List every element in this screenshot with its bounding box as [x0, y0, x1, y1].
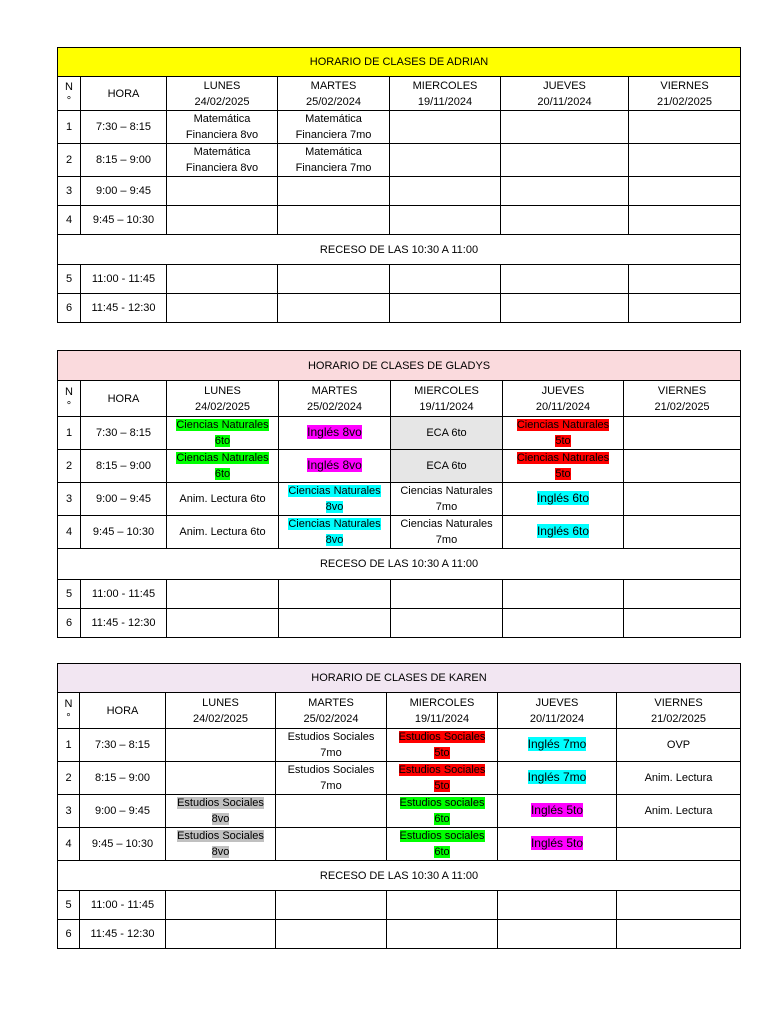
row-number: 5 [58, 265, 81, 294]
schedule-cell-viernes [629, 111, 741, 144]
schedule-cell-martes [278, 206, 390, 235]
schedule-cell-miercoles [390, 144, 501, 177]
schedule-cell-jueves [503, 483, 624, 516]
class-label: Anim. Lectura [644, 805, 713, 817]
row-time: 9:45 – 10:30 [81, 206, 167, 235]
day-header-martes [279, 381, 391, 417]
schedule-cell-lunes [166, 729, 276, 762]
schedule-cell-miercoles [391, 580, 503, 609]
recess-label: RECESO DE LAS 10:30 A 11:00 [58, 549, 741, 580]
table-row [58, 206, 741, 235]
class-label: Inglés 7mo [527, 737, 587, 751]
schedule-cell-viernes [617, 828, 741, 861]
day-header-viernes [629, 77, 741, 111]
row-number: 3 [58, 795, 80, 828]
schedule-table-karen [57, 663, 741, 949]
schedule-cell-lunes [167, 580, 279, 609]
schedule-cell-jueves [501, 206, 629, 235]
class-label: Inglés 7mo [527, 770, 587, 784]
schedule-cell-miercoles [387, 891, 498, 920]
class-label: Anim. Lectura 6to [179, 493, 266, 505]
row-number: 5 [58, 891, 80, 920]
class-label: Inglés 5to [530, 803, 584, 817]
schedule-cell-lunes [167, 417, 279, 450]
row-time: 11:45 - 12:30 [80, 920, 166, 949]
row-number: 4 [58, 828, 80, 861]
row-time: 8:15 – 9:00 [80, 762, 166, 795]
class-label: Estudios Sociales 8vo [177, 797, 264, 825]
schedule-cell-viernes [629, 206, 741, 235]
class-label: Inglés 5to [530, 836, 584, 850]
row-time: 7:30 – 8:15 [81, 417, 167, 450]
schedule-cell-martes [279, 483, 391, 516]
schedule-cell-lunes [167, 144, 278, 177]
class-label: Inglés 6to [536, 491, 590, 505]
schedule-cell-jueves [498, 828, 617, 861]
row-number: 2 [58, 762, 80, 795]
row-time: 9:45 – 10:30 [81, 516, 167, 549]
day-header-lunes [166, 693, 276, 729]
day-header-viernes [624, 381, 741, 417]
class-label: Estudios sociales 6to [399, 797, 485, 825]
schedule-cell-miercoles [387, 828, 498, 861]
schedule-cell-martes [278, 294, 390, 323]
schedule-cell-viernes [617, 762, 741, 795]
schedule-cell-jueves [501, 294, 629, 323]
table-row [58, 265, 741, 294]
number-header [58, 693, 80, 729]
schedule-cell-martes [276, 920, 387, 949]
day-header-lunes [167, 77, 278, 111]
row-number: 4 [58, 206, 81, 235]
day-name: VIERNES [660, 79, 709, 92]
day-date: 21/02/2025 [654, 400, 710, 413]
day-header-martes [276, 693, 387, 729]
schedule-cell-martes [276, 828, 387, 861]
schedule-cell-miercoles [390, 294, 501, 323]
row-time: 9:45 – 10:30 [80, 828, 166, 861]
schedule-cell-martes [276, 795, 387, 828]
number-header-label: N ° [64, 697, 73, 724]
schedule-cell-viernes [624, 580, 741, 609]
table-row [58, 609, 741, 638]
class-label: Anim. Lectura [644, 772, 713, 784]
schedule-cell-viernes [624, 609, 741, 638]
table-row [58, 762, 741, 795]
class-label: Estudios Sociales 5to [398, 731, 486, 759]
class-label: Ciencias Naturales 7mo [400, 485, 493, 513]
row-time: 7:30 – 8:15 [80, 729, 166, 762]
day-name: MARTES [311, 384, 358, 397]
table-row [58, 795, 741, 828]
recess-row [58, 235, 741, 265]
day-date: 19/11/2024 [417, 95, 473, 108]
row-number: 2 [58, 450, 81, 483]
schedule-cell-jueves [498, 891, 617, 920]
schedule-cell-jueves [498, 729, 617, 762]
number-header [58, 77, 81, 111]
class-label: Ciencias Naturales 5to [516, 419, 610, 447]
class-label: Matemática Financiera 8vo [185, 146, 259, 174]
recess-row [58, 861, 741, 891]
number-header-label: N ° [65, 385, 73, 412]
table-row [58, 111, 741, 144]
day-date: 24/02/2025 [192, 712, 249, 725]
schedule-cell-miercoles [387, 795, 498, 828]
class-label: Ciencias Naturales 5to [516, 452, 610, 480]
schedule-cell-lunes [166, 891, 276, 920]
recess-label: RECESO DE LAS 10:30 A 11:00 [58, 235, 741, 265]
schedule-cell-miercoles [390, 265, 501, 294]
schedule-cell-viernes [617, 729, 741, 762]
row-number: 1 [58, 111, 81, 144]
schedule-title: HORARIO DE CLASES DE KAREN [58, 664, 741, 693]
table-row [58, 729, 741, 762]
table-row [58, 828, 741, 861]
class-label: Ciencias Naturales 6to [176, 419, 269, 447]
schedule-cell-viernes [624, 516, 741, 549]
schedule-title: HORARIO DE CLASES DE ADRIAN [58, 48, 741, 77]
row-number: 5 [58, 580, 81, 609]
row-number: 4 [58, 516, 81, 549]
class-label: Ciencias Naturales 7mo [400, 518, 493, 546]
schedule-cell-martes [278, 177, 390, 206]
day-name: VIERNES [657, 384, 707, 397]
day-date: 21/02/2025 [656, 95, 713, 108]
day-name: LUNES [203, 79, 241, 92]
schedule-cell-viernes [624, 483, 741, 516]
row-time: 9:00 – 9:45 [81, 483, 167, 516]
schedule-cell-viernes [629, 177, 741, 206]
row-time: 11:00 - 11:45 [81, 580, 167, 609]
row-time: 9:00 – 9:45 [80, 795, 166, 828]
class-label: Estudios Sociales 7mo [287, 731, 375, 759]
schedule-cell-miercoles [390, 111, 501, 144]
day-name: JUEVES [543, 79, 586, 92]
schedule-cell-viernes [624, 417, 741, 450]
schedule-table-gladys [57, 350, 741, 638]
class-label: Ciencias Naturales 6to [176, 452, 269, 480]
schedule-cell-jueves [501, 265, 629, 294]
class-label: Estudios sociales 6to [399, 830, 485, 858]
schedule-cell-martes [276, 729, 387, 762]
schedule-cell-martes [278, 144, 390, 177]
class-label: Ciencias Naturales 8vo [288, 518, 381, 546]
schedule-cell-martes [276, 891, 387, 920]
schedule-cell-viernes [629, 294, 741, 323]
table-body [58, 111, 741, 323]
class-label: Matemática Financiera 7mo [295, 146, 372, 174]
schedule-cell-viernes [617, 891, 741, 920]
table-row [58, 294, 741, 323]
row-time: 8:15 – 9:00 [81, 144, 167, 177]
schedule-cell-jueves [501, 144, 629, 177]
schedule-cell-jueves [503, 580, 624, 609]
row-number: 2 [58, 144, 81, 177]
schedule-cell-martes [278, 111, 390, 144]
class-label: Matemática Financiera 7mo [295, 113, 372, 141]
day-date: 20/11/2024 [529, 712, 585, 725]
recess-row [58, 549, 741, 580]
schedule-cell-jueves [498, 762, 617, 795]
day-date: 25/02/2024 [303, 712, 359, 725]
schedule-cell-viernes [617, 920, 741, 949]
day-name: MARTES [308, 696, 354, 709]
row-number: 6 [58, 294, 81, 323]
day-name: LUNES [204, 384, 241, 397]
day-header-jueves [503, 381, 624, 417]
hora-header: HORA [81, 77, 167, 111]
row-number: 3 [58, 177, 81, 206]
schedule-cell-lunes [166, 920, 276, 949]
table-row [58, 891, 741, 920]
class-label: Estudios Sociales 7mo [287, 764, 375, 792]
table-row [58, 483, 741, 516]
day-date: 20/11/2024 [535, 400, 591, 413]
schedule-cell-miercoles [387, 729, 498, 762]
schedule-cell-miercoles [390, 206, 501, 235]
schedule-cell-jueves [503, 450, 624, 483]
class-label: Inglés 8vo [307, 425, 362, 439]
table-row [58, 920, 741, 949]
row-number: 3 [58, 483, 81, 516]
day-date: 24/02/2025 [194, 95, 250, 108]
day-header-miercoles [390, 77, 501, 111]
schedule-cell-jueves [498, 795, 617, 828]
recess-label: RECESO DE LAS 10:30 A 11:00 [58, 861, 741, 891]
table-row [58, 580, 741, 609]
schedule-cell-lunes [167, 516, 279, 549]
schedule-cell-miercoles [391, 483, 503, 516]
day-date: 19/11/2024 [419, 400, 474, 413]
schedule-cell-viernes [629, 265, 741, 294]
day-header-miercoles [391, 381, 503, 417]
table-row [58, 516, 741, 549]
schedule-cell-viernes [624, 450, 741, 483]
schedule-cell-lunes [167, 206, 278, 235]
class-label: Anim. Lectura 6to [179, 526, 266, 538]
class-label: Matemática Financiera 8vo [185, 113, 259, 141]
row-time: 11:45 - 12:30 [81, 609, 167, 638]
schedule-cell-lunes [166, 762, 276, 795]
schedule-cell-jueves [501, 177, 629, 206]
schedule-cell-lunes [167, 609, 279, 638]
day-date: 20/11/2024 [537, 95, 592, 108]
class-label: Inglés 8vo [307, 458, 362, 472]
table-row [58, 177, 741, 206]
day-name: LUNES [202, 696, 239, 709]
class-label: Estudios Sociales 8vo [177, 830, 264, 858]
day-name: MIERCOLES [414, 384, 479, 397]
day-name: VIERNES [654, 696, 703, 709]
day-header-viernes [617, 693, 741, 729]
schedule-cell-lunes [167, 177, 278, 206]
class-label: Ciencias Naturales 8vo [288, 485, 381, 513]
day-date: 24/02/2025 [194, 400, 251, 413]
schedule-cell-martes [279, 609, 391, 638]
schedule-table-adrian [57, 47, 741, 323]
row-time: 11:45 - 12:30 [81, 294, 167, 323]
day-header-miercoles [387, 693, 498, 729]
day-header-jueves [498, 693, 617, 729]
day-name: MIERCOLES [412, 79, 478, 92]
row-time: 11:00 - 11:45 [80, 891, 166, 920]
schedule-cell-lunes [167, 483, 279, 516]
schedule-cell-miercoles [390, 177, 501, 206]
class-label: Estudios Sociales 5to [398, 764, 486, 792]
schedule-cell-jueves [503, 609, 624, 638]
schedule-cell-lunes [166, 795, 276, 828]
table-row [58, 417, 741, 450]
schedule-cell-jueves [498, 920, 617, 949]
day-name: JUEVES [541, 384, 585, 397]
schedule-cell-lunes [167, 111, 278, 144]
row-number: 1 [58, 729, 80, 762]
class-label: ECA 6to [426, 427, 467, 439]
schedule-cell-jueves [503, 516, 624, 549]
row-time: 7:30 – 8:15 [81, 111, 167, 144]
number-header [58, 381, 81, 417]
row-time: 8:15 – 9:00 [81, 450, 167, 483]
class-label: OVP [666, 739, 691, 751]
schedule-cell-martes [279, 516, 391, 549]
schedule-title: HORARIO DE CLASES DE GLADYS [58, 351, 741, 381]
schedule-cell-jueves [501, 111, 629, 144]
day-date: 21/02/2025 [650, 712, 707, 725]
class-label: ECA 6to [426, 460, 467, 472]
row-number: 6 [58, 609, 81, 638]
schedule-cell-martes [279, 580, 391, 609]
row-time: 9:00 – 9:45 [81, 177, 167, 206]
row-number: 6 [58, 920, 80, 949]
hora-header: HORA [80, 693, 166, 729]
row-time: 11:00 - 11:45 [81, 265, 167, 294]
schedule-cell-jueves [503, 417, 624, 450]
schedule-cell-viernes [617, 795, 741, 828]
table-row [58, 450, 741, 483]
day-date: 25/02/2024 [305, 95, 362, 108]
schedule-cell-martes [279, 450, 391, 483]
class-label: Inglés 6to [536, 524, 590, 538]
day-header-jueves [501, 77, 629, 111]
schedule-cell-miercoles [391, 417, 503, 450]
table-row [58, 144, 741, 177]
schedule-cell-miercoles [387, 762, 498, 795]
number-header-label: N ° [65, 80, 73, 107]
schedule-cell-miercoles [391, 450, 503, 483]
day-name: JUEVES [535, 696, 579, 709]
schedule-cell-lunes [167, 265, 278, 294]
table-body [58, 417, 741, 638]
schedule-cell-martes [276, 762, 387, 795]
schedule-cell-lunes [166, 828, 276, 861]
day-name: MARTES [310, 79, 357, 92]
schedule-cell-miercoles [391, 609, 503, 638]
day-header-lunes [167, 381, 279, 417]
schedule-cell-viernes [629, 144, 741, 177]
day-name: MIERCOLES [409, 696, 475, 709]
row-number: 1 [58, 417, 81, 450]
schedule-cell-lunes [167, 450, 279, 483]
hora-header: HORA [81, 381, 167, 417]
day-header-martes [278, 77, 390, 111]
table-body [58, 729, 741, 949]
schedule-cell-martes [279, 417, 391, 450]
day-date: 25/02/2024 [306, 400, 363, 413]
schedule-cell-lunes [167, 294, 278, 323]
schedule-cell-miercoles [391, 516, 503, 549]
day-date: 19/11/2024 [414, 712, 470, 725]
schedule-cell-martes [278, 265, 390, 294]
schedule-cell-miercoles [387, 920, 498, 949]
